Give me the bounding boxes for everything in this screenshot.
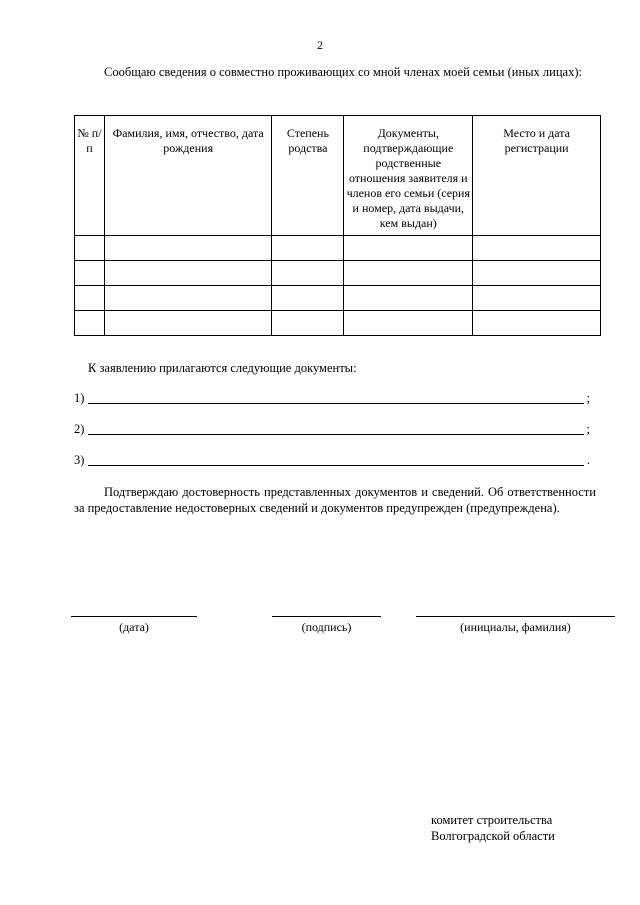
blank-line — [88, 434, 584, 435]
table-cell[interactable] — [473, 236, 601, 261]
attachment-number: 2) — [74, 422, 85, 436]
attachment-terminator: ; — [586, 391, 590, 405]
confirmation-text: Подтверждаю достоверность представленных документов и сведений. Об ответственности за предоставление недостоверных сведений и документов предупрежден (предупреждена). — [74, 485, 596, 515]
header-registration: Место и дата регистрации — [473, 116, 601, 236]
page-number: 2 — [317, 38, 323, 52]
table-cell[interactable] — [272, 311, 344, 336]
date-signature-line[interactable] — [71, 616, 197, 617]
table-cell[interactable] — [104, 286, 272, 311]
attachment-terminator: ; — [586, 422, 590, 436]
attachment-terminator: . — [586, 453, 590, 467]
signature-line[interactable] — [272, 616, 381, 617]
table-cell[interactable] — [272, 286, 344, 311]
table-cell[interactable] — [344, 311, 473, 336]
attachment-line-1[interactable] — [74, 391, 590, 407]
attachment-line-3[interactable] — [74, 453, 590, 469]
initials-label: (инициалы, фамилия) — [460, 620, 571, 634]
table-header-row — [75, 116, 601, 236]
table-cell[interactable] — [104, 236, 272, 261]
blank-line — [88, 403, 584, 404]
footer-line-2: Волгоградской области — [431, 829, 555, 843]
table-cell[interactable] — [272, 236, 344, 261]
table-cell[interactable] — [75, 261, 105, 286]
blank-line — [88, 465, 584, 466]
header-full-name: Фамилия, имя, отчество, дата рождения — [104, 116, 272, 236]
table-cell[interactable] — [473, 261, 601, 286]
table-cell[interactable] — [75, 286, 105, 311]
table-row — [75, 261, 601, 286]
attachment-number: 3) — [74, 453, 85, 467]
signature-label: (подпись) — [301, 620, 352, 634]
date-label: (дата) — [119, 620, 149, 634]
table-row — [75, 286, 601, 311]
table-cell[interactable] — [272, 261, 344, 286]
attachment-number: 1) — [74, 391, 85, 405]
table-cell[interactable] — [473, 311, 601, 336]
table-cell[interactable] — [75, 311, 105, 336]
table-cell[interactable] — [104, 311, 272, 336]
table-cell[interactable] — [344, 261, 473, 286]
table-cell[interactable] — [344, 236, 473, 261]
table-row — [75, 311, 601, 336]
initials-signature-line[interactable] — [416, 616, 615, 617]
table-cell[interactable] — [344, 286, 473, 311]
intro-text: Сообщаю сведения о совместно проживающих со мной членах моей семьи (иных лицах): — [104, 65, 582, 79]
header-number: № п/п — [75, 116, 105, 236]
table-row — [75, 236, 601, 261]
header-documents: Документы, подтверждающие родственные отношения заявителя и членов его семьи (серия и номер, дата выдачи, кем выдан) — [344, 116, 473, 236]
table-cell[interactable] — [104, 261, 272, 286]
footer-line-1: комитет строительства — [431, 813, 553, 827]
attachments-title: К заявлению прилагаются следующие документы: — [88, 361, 357, 375]
table-cell[interactable] — [473, 286, 601, 311]
attachment-line-2[interactable] — [74, 422, 590, 438]
table-cell[interactable] — [75, 236, 105, 261]
family-members-table — [74, 115, 601, 336]
header-relationship: Степень родства — [272, 116, 344, 236]
footer-organization — [431, 812, 555, 844]
